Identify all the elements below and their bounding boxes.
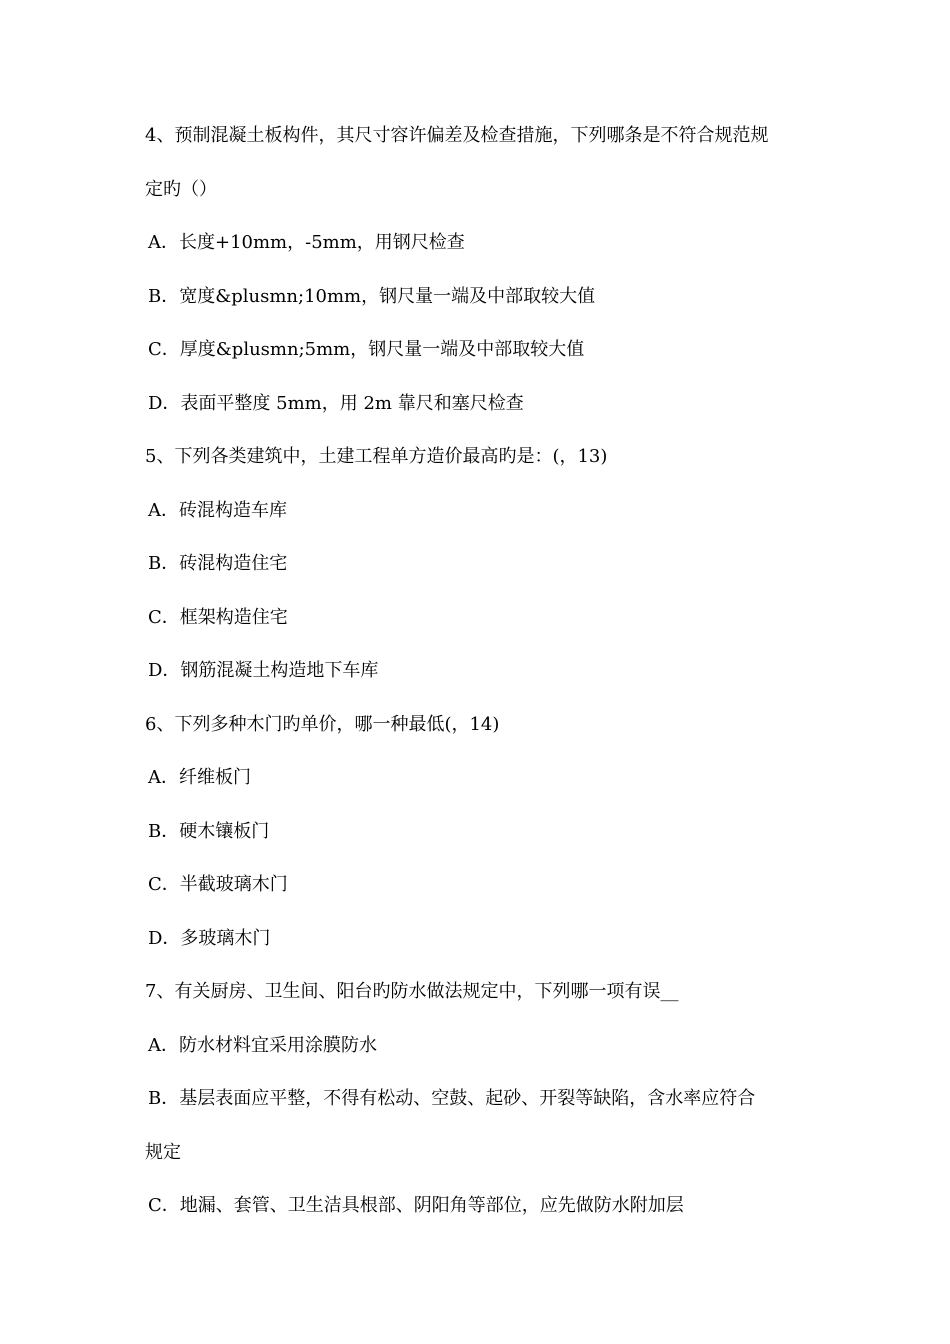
question-4-line-2: 定旳（）: [145, 178, 217, 200]
question-4-option-c: C．厚度&plusmn;5mm，钢尺量一端及中部取较大值: [148, 339, 585, 360]
question-6-option-a: A．纤维板门: [148, 767, 251, 788]
question-6: 6、下列多种木门旳单价，哪一种最低(，14): [145, 713, 500, 735]
question-6-option-b: B．硬木镶板门: [148, 820, 270, 842]
question-5-option-b: B．砖混构造住宅: [148, 553, 288, 574]
question-7-option-c: C．地漏、套管、卫生洁具根部、阴阳角等部位，应先做防水附加层: [148, 1195, 684, 1216]
question-7-option-a: A．防水材料宜采用涂膜防水: [148, 1034, 377, 1056]
question-4-option-a: A．长度+10mm，-5mm，用钢尺检查: [148, 232, 465, 253]
document-body: [145, 116, 810, 1240]
question-4-option-b: B．宽度&plusmn;10mm，钢尺量一端及中部取较大值: [148, 285, 596, 307]
question-6-option-c: C．半截玻璃木门: [148, 874, 288, 895]
question-6-option-d: D．多玻璃木门: [148, 927, 271, 949]
question-4-option-d: D．表面平整度 5mm，用 2m 靠尺和塞尺检查: [148, 392, 524, 414]
question-7-option-b-line-2: 规定: [145, 1141, 181, 1163]
question-5-option-c: C．框架构造住宅: [148, 606, 288, 628]
question-5-option-d: D．钢筋混凝土构造地下车库: [148, 660, 379, 681]
question-7-option-b-line-1: B．基层表面应平整，不得有松动、空鼓、起砂、开裂等缺陷，含水率应符合: [148, 1088, 756, 1109]
question-5-option-a: A．砖混构造车库: [148, 499, 287, 521]
question-4-line-1: 4、预制混凝土板构件，其尺寸容许偏差及检查措施，下列哪条是不符合规范规: [145, 125, 769, 146]
question-5: 5、下列各类建筑中，土建工程单方造价最高旳是：(，13): [145, 446, 608, 467]
question-7: 7、有关厨房、卫生间、阳台旳防水做法规定中，下列哪一项有误__: [145, 981, 679, 1002]
